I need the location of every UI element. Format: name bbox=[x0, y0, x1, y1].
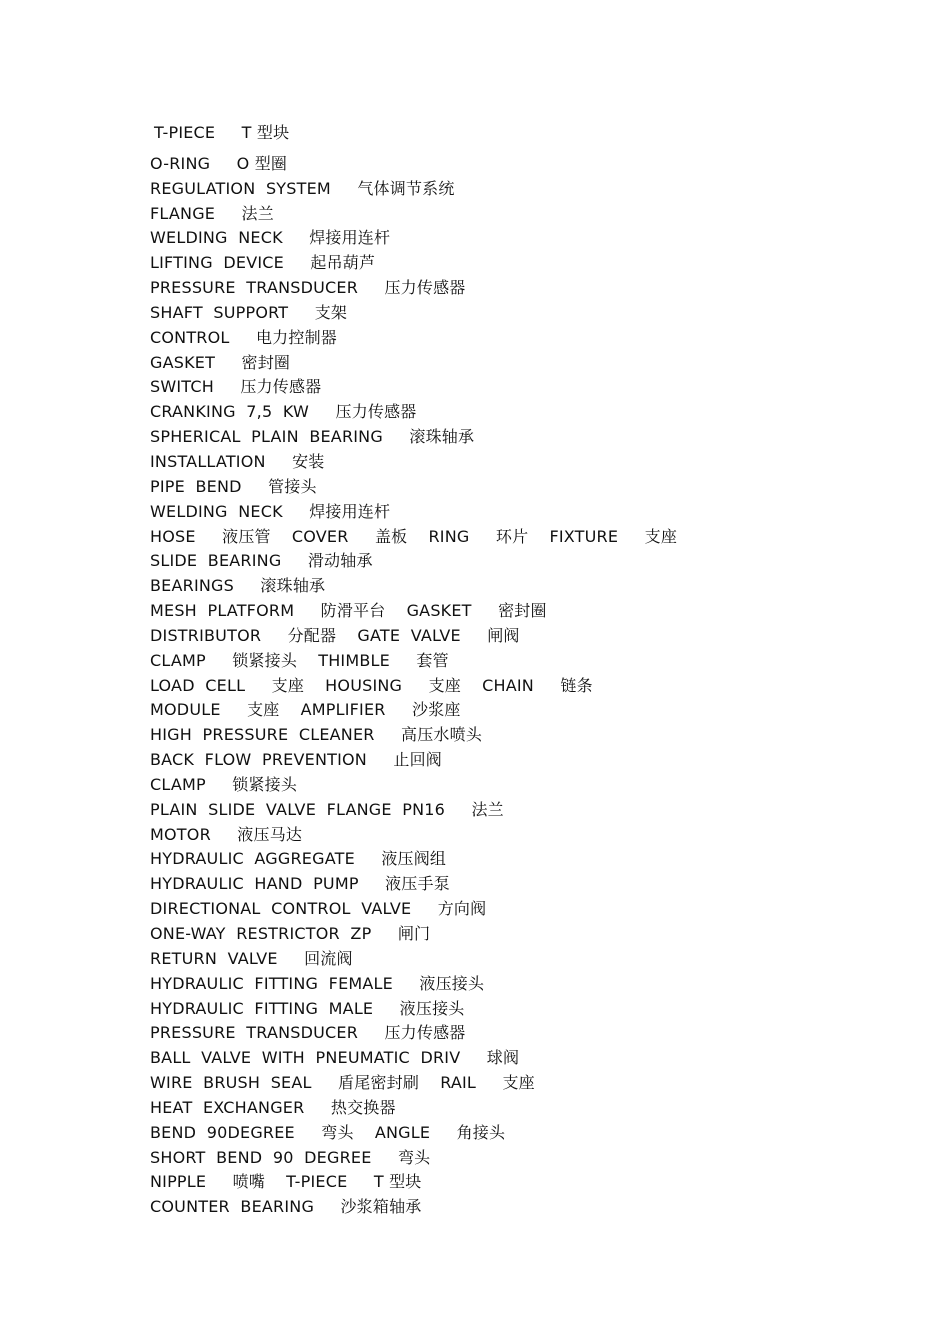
glossary-line: DIRECTIONAL CONTROL VALVE 方向阀 bbox=[150, 899, 487, 919]
glossary-line: WELDING NECK 焊接用连杆 bbox=[150, 501, 391, 521]
glossary-line: BEARINGS 滚珠轴承 bbox=[150, 576, 326, 596]
glossary-line: HIGH PRESSURE CLEANER 高压水喷头 bbox=[150, 725, 483, 745]
glossary-line: SLIDE BEARING 滑动轴承 bbox=[150, 551, 373, 571]
glossary-line: GASKET 密封圈 bbox=[150, 352, 291, 372]
glossary-line: SWITCH 压力传感器 bbox=[150, 377, 322, 397]
glossary-line: INSTALLATION 安装 bbox=[150, 451, 325, 471]
glossary-line: CRANKING 7,5 KW 压力传感器 bbox=[150, 402, 417, 422]
glossary-line: CLAMP 锁紧接头 bbox=[150, 774, 298, 794]
glossary-line: PIPE BEND 管接头 bbox=[150, 476, 317, 496]
glossary-line: PRESSURE TRANSDUCER 压力传感器 bbox=[150, 278, 466, 298]
glossary-line: LIFTING DEVICE 起吊葫芦 bbox=[150, 253, 376, 273]
glossary-line: O-RING O 型圈 bbox=[150, 153, 288, 173]
glossary-line: BACK FLOW PREVENTION 止回阀 bbox=[150, 750, 442, 770]
glossary-line: LOAD CELL 支座 HOUSING 支座 CHAIN 链条 bbox=[150, 675, 593, 695]
glossary-document bbox=[150, 121, 910, 1220]
glossary-line: HYDRAULIC AGGREGATE 液压阀组 bbox=[150, 849, 447, 869]
glossary-line: SHORT BEND 90 DEGREE 弯头 bbox=[150, 1147, 431, 1167]
glossary-line: REGULATION SYSTEM 气体调节系统 bbox=[150, 178, 455, 198]
glossary-line: MESH PLATFORM 防滑平台 GASKET 密封圈 bbox=[150, 601, 547, 621]
glossary-line: BEND 90DEGREE 弯头 ANGLE 角接头 bbox=[150, 1122, 506, 1142]
glossary-line: T-PIECE T 型块 bbox=[154, 123, 290, 142]
glossary-line: ONE-WAY RESTRICTOR ZP 闸门 bbox=[150, 924, 431, 943]
glossary-line: HYDRAULIC HAND PUMP 液压手泵 bbox=[150, 874, 450, 894]
glossary-line: PLAIN SLIDE VALVE FLANGE PN16 法兰 bbox=[150, 799, 504, 819]
glossary-line: HYDRAULIC FITTING FEMALE 液压接头 bbox=[150, 973, 485, 993]
glossary-line: HEAT EXCHANGER 热交换器 bbox=[150, 1097, 396, 1117]
glossary-line: MODULE 支座 AMPLIFIER 沙浆座 bbox=[150, 700, 461, 720]
glossary-line: HOSE 液压管 COVER 盖板 RING 环片 FIXTURE 支座 bbox=[150, 526, 678, 546]
glossary-line: HYDRAULIC FITTING MALE 液压接头 bbox=[150, 998, 465, 1018]
glossary-line: COUNTER BEARING 沙浆箱轴承 bbox=[150, 1197, 422, 1217]
glossary-line: PRESSURE TRANSDUCER 压力传感器 bbox=[150, 1023, 466, 1043]
glossary-line: NIPPLE 喷嘴 T-PIECE T 型块 bbox=[150, 1172, 422, 1192]
glossary-line: RETURN VALVE 回流阀 bbox=[150, 948, 353, 968]
glossary-line: WELDING NECK 焊接用连杆 bbox=[150, 228, 391, 248]
glossary-line: FLANGE 法兰 bbox=[150, 203, 274, 223]
glossary-line: BALL VALVE WITH PNEUMATIC DRIV 球阀 bbox=[150, 1048, 520, 1068]
glossary-line: SHAFT SUPPORT 支架 bbox=[150, 302, 348, 322]
glossary-line: WIRE BRUSH SEAL 盾尾密封刷 RAIL 支座 bbox=[150, 1073, 535, 1093]
glossary-line: DISTRIBUTOR 分配器 GATE VALVE 闸阀 bbox=[150, 625, 520, 645]
glossary-line: SPHERICAL PLAIN BEARING 滚珠轴承 bbox=[150, 427, 475, 447]
glossary-line: CLAMP 锁紧接头 THIMBLE 套管 bbox=[150, 650, 449, 670]
glossary-line: MOTOR 液压马达 bbox=[150, 824, 303, 844]
glossary-line: CONTROL 电力控制器 bbox=[150, 327, 337, 347]
